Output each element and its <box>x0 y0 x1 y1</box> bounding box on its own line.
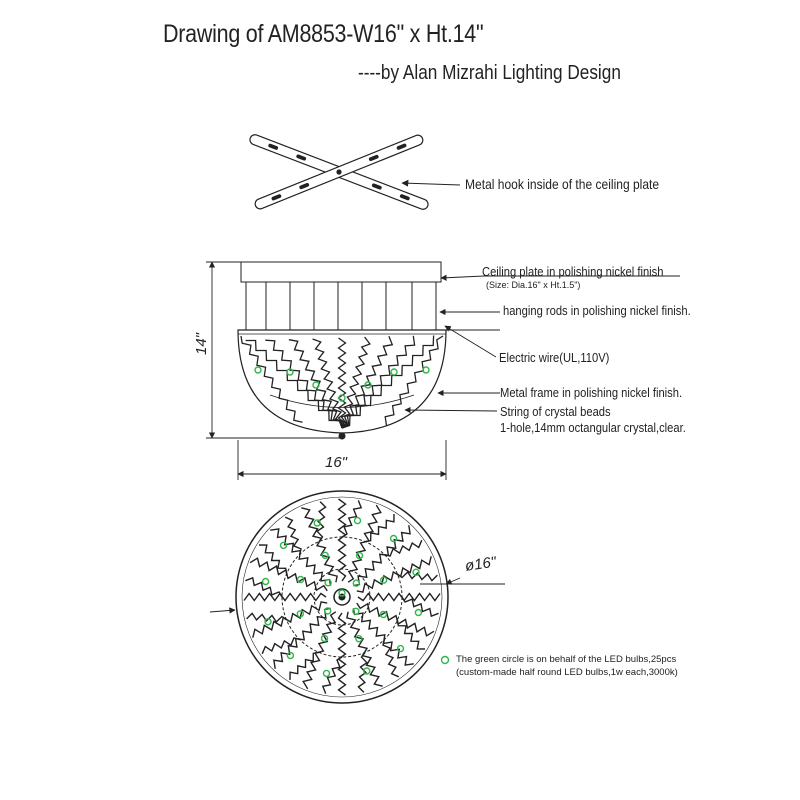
legend-line-2: (custom-made half round LED bulbs,1w each,3000k) <box>456 667 678 678</box>
crystal-strand <box>358 652 367 692</box>
callout-electric-wire: Electric wire(UL,110V) <box>499 350 610 365</box>
crystal-strand <box>317 502 326 542</box>
diameter-dimension-label: ø16" <box>464 553 498 575</box>
crystal-strand <box>290 652 319 680</box>
crystal-strand <box>402 597 439 616</box>
crystal-strand <box>247 613 287 622</box>
legend-led-icon <box>442 657 449 664</box>
hook-arrow <box>402 183 460 185</box>
led-bulb <box>263 579 269 585</box>
callout-hook: Metal hook inside of the ceiling plate <box>465 176 660 192</box>
crystal-strand <box>397 620 425 649</box>
led-bulb <box>355 518 361 524</box>
led-bulb <box>398 646 404 652</box>
led-bulb <box>415 610 421 616</box>
drawing-subtitle: ----by Alan Mizrahi Lighting Design <box>358 62 621 84</box>
hanging-rods <box>246 282 436 330</box>
legend-line-1: The green circle is on behalf of the LED bulbs,25pcs <box>456 654 677 665</box>
callout-metal-frame: Metal frame in polishing nickel finish. <box>500 385 683 400</box>
crystal-strand <box>342 500 361 537</box>
crystal-strand <box>245 578 282 597</box>
ceiling-plate <box>241 262 441 282</box>
led-bulb <box>324 670 330 676</box>
crystal-strand <box>365 514 394 542</box>
led-bulb <box>287 653 293 659</box>
crystal-strand <box>397 572 437 581</box>
side-elevation <box>238 262 446 439</box>
plan-view <box>236 491 448 703</box>
crystal-strand <box>259 545 287 574</box>
crystal-strand <box>323 657 342 694</box>
drawing-title: Drawing of AM8853-W16" x Ht.14" <box>163 20 484 48</box>
callout-plate-size: (Size: Dia.16" x Ht.1.5") <box>486 280 581 290</box>
callout-ceiling-plate: Ceiling plate in polishing nickel finish <box>482 264 664 279</box>
hook-bracket <box>249 133 430 210</box>
height-dimension-label: 14" <box>193 332 210 355</box>
callout-hanging-rods: hanging rods in polishing nickel finish. <box>503 303 691 318</box>
callout-crystal-spec: 1-hole,14mm octangular crystal,clear. <box>500 420 686 435</box>
led-bulb <box>391 536 397 542</box>
crystal-strand <box>347 612 383 686</box>
width-dimension-label: 16" <box>325 454 348 471</box>
led-bulb <box>281 542 287 548</box>
callout-crystal-beads: String of crystal beads <box>500 404 611 419</box>
